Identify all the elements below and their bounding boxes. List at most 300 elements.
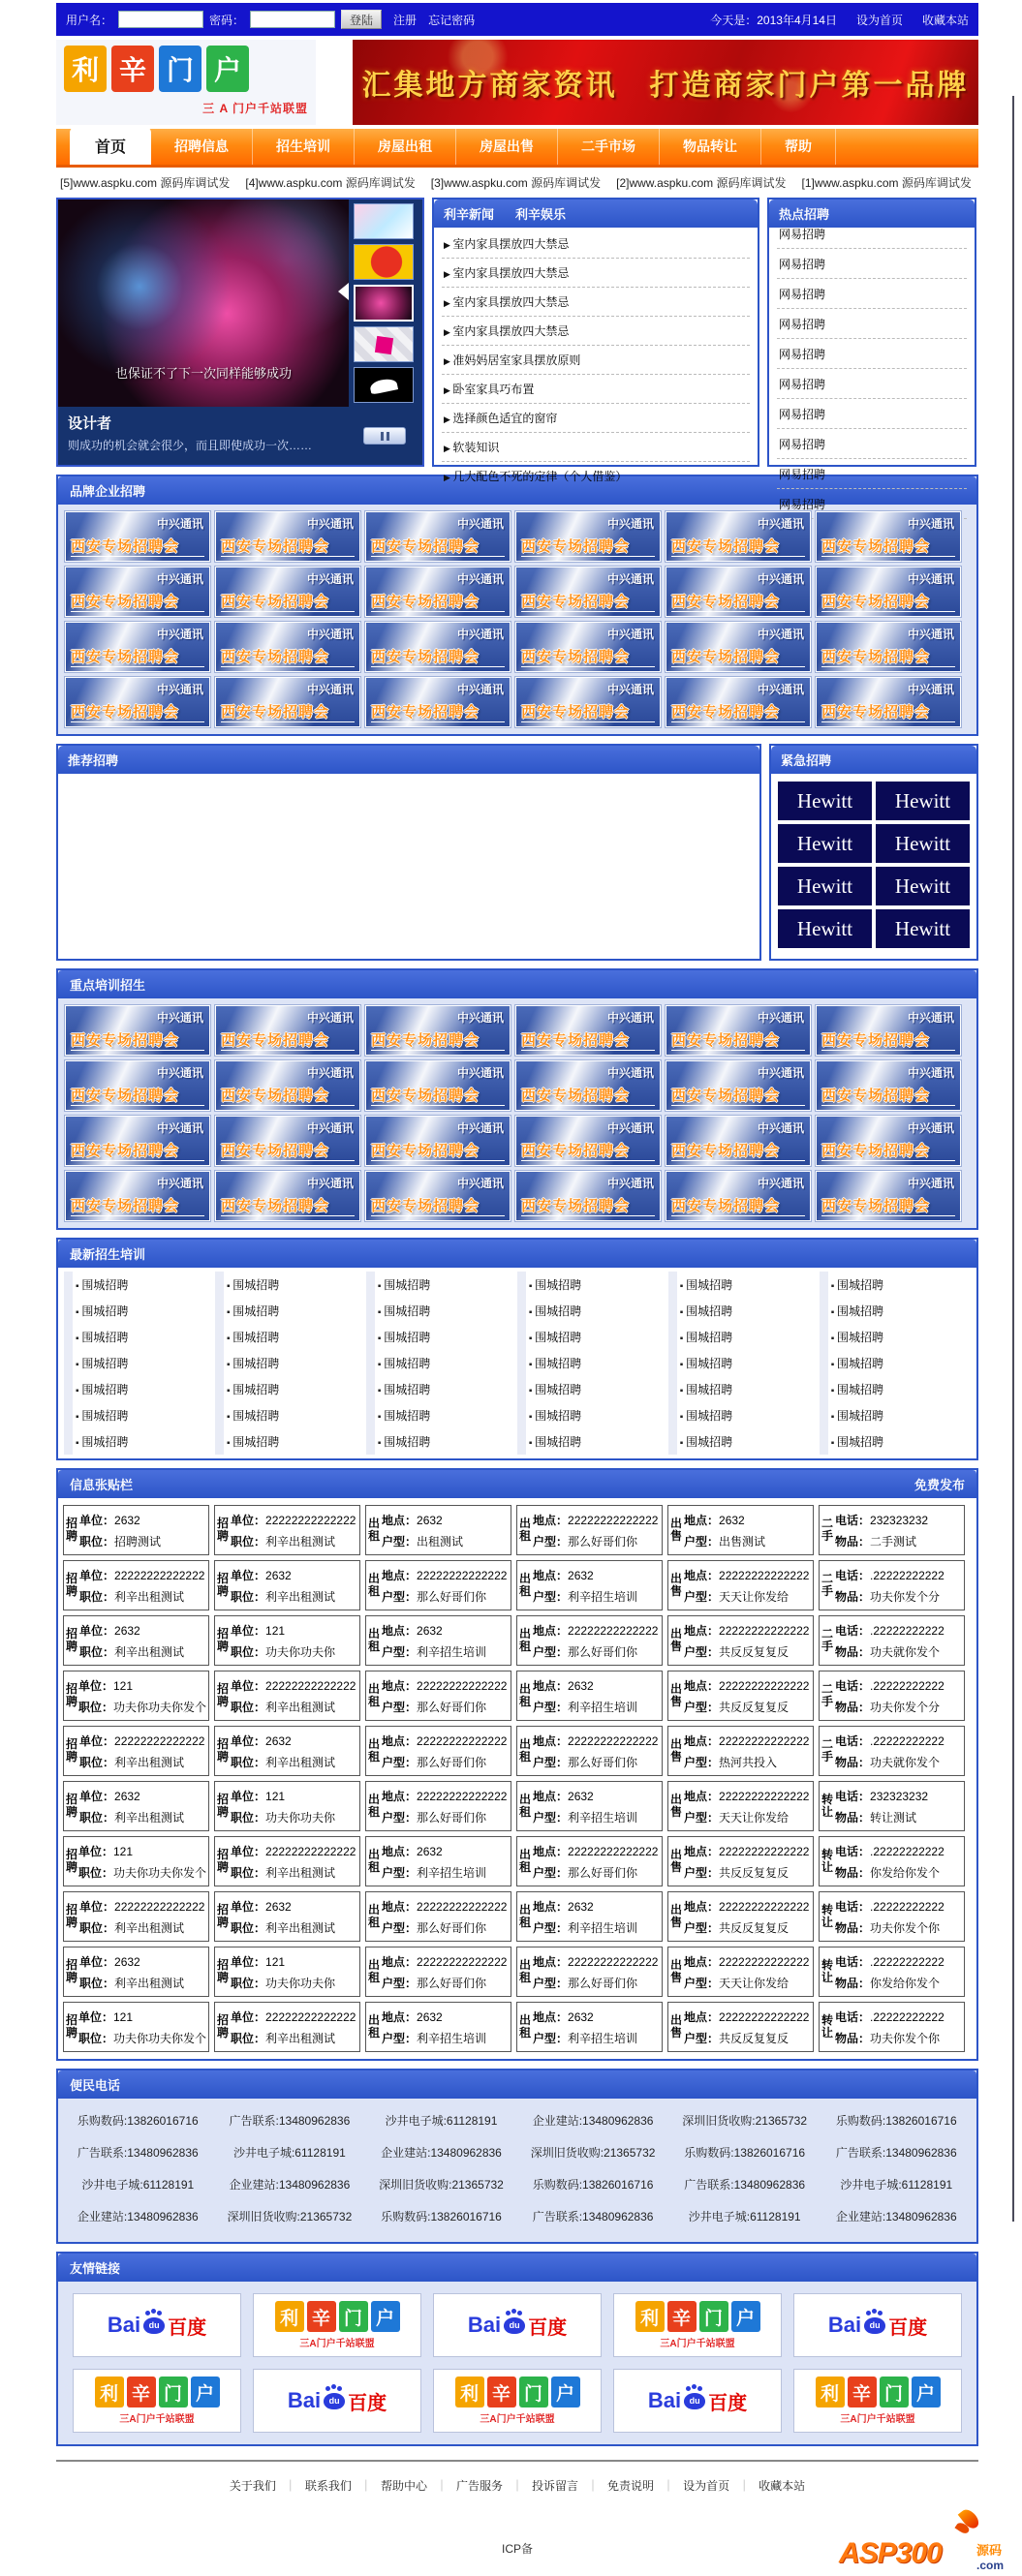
nav-item[interactable]: 房屋出租 — [355, 128, 456, 165]
nav-item[interactable]: 帮助 — [761, 128, 836, 165]
training-ad-banner[interactable] — [65, 1005, 210, 1056]
card-field-label: 地点： — [684, 1623, 720, 1638]
hot-list-item[interactable]: 网易招聘 — [777, 249, 967, 279]
training-ad-banner[interactable] — [365, 1116, 511, 1166]
bulletin-card[interactable] — [365, 1671, 511, 1721]
recruitment-ad-banner[interactable] — [215, 677, 360, 727]
news-list-item[interactable]: ▶ 室内家具摆放四大禁忌 — [442, 230, 750, 259]
training-ad-banner[interactable] — [365, 1060, 511, 1111]
hot-list-item[interactable]: 网易招聘 — [777, 369, 967, 399]
news-list-item[interactable]: ▶ 软装知识 — [442, 433, 750, 462]
phone-entry[interactable]: 深圳旧货收购:21365732 — [530, 2146, 656, 2160]
card-field-label: 电话： — [835, 1733, 871, 1748]
hot-list-item[interactable]: 网易招聘 — [777, 279, 967, 309]
recruitment-ad-banner[interactable] — [816, 511, 961, 562]
hot-panel-title: 热点招聘 — [779, 207, 830, 222]
bulletin-card[interactable] — [667, 1505, 814, 1555]
latest-list-item[interactable]: ▪ 围城招聘 — [820, 1350, 971, 1376]
training-ad-banner[interactable] — [816, 1171, 961, 1221]
latest-list-item[interactable]: ▪ 围城招聘 — [517, 1272, 668, 1298]
hot-list-item[interactable]: 网易招聘 — [777, 399, 967, 429]
bulletin-card[interactable] — [819, 1836, 965, 1886]
bulletin-card[interactable] — [214, 1671, 360, 1721]
latest-list-item[interactable]: ▪ 围城招聘 — [64, 1324, 215, 1350]
hot-list-item[interactable]: 网易招聘 — [777, 429, 967, 459]
bulletin-card[interactable] — [667, 1781, 814, 1831]
bulletin-card[interactable] — [516, 1615, 663, 1666]
bulletin-card[interactable] — [667, 1560, 814, 1610]
card-field-value: 功夫你功夫你 — [265, 1976, 336, 1990]
bulletin-card[interactable] — [365, 1891, 511, 1942]
bulletin-card[interactable] — [667, 1891, 814, 1942]
phone-entry[interactable]: 企业建站:13480962836 — [532, 2114, 654, 2128]
latest-list-item[interactable]: ▪ 围城招聘 — [820, 1298, 971, 1324]
bulletin-card[interactable] — [214, 1891, 360, 1942]
bulletin-card[interactable] — [516, 1560, 663, 1610]
phone-entry[interactable]: 广告联系:13480962836 — [77, 2146, 199, 2160]
latest-list-item[interactable]: ▪ 围城招聘 — [64, 1402, 215, 1428]
baidu-cn-text: 百度 — [888, 2316, 928, 2339]
tab-lixin-entertainment[interactable]: 利辛娱乐 — [515, 207, 567, 222]
recruitment-ad-banner[interactable] — [65, 567, 210, 617]
training-ad-banner[interactable] — [65, 1116, 210, 1166]
bulletin-card[interactable] — [214, 1615, 360, 1666]
news-list-item[interactable]: ▶ 准妈妈居室家具摆放原则 — [442, 346, 750, 375]
friend-link-card[interactable] — [73, 2293, 241, 2357]
bulletin-card[interactable] — [63, 1671, 209, 1721]
bulletin-card[interactable] — [63, 1726, 209, 1776]
ad-link[interactable]: [4]www.aspku.com 源码库调试发 — [245, 176, 416, 190]
header-ad-banner[interactable] — [353, 40, 978, 125]
hewitt-logo-tile[interactable]: Hewitt — [876, 867, 970, 905]
card-field-value: 利辛招生培训 — [417, 1865, 487, 1880]
card-category-label: 出售 — [670, 1903, 683, 1929]
banner-event-name: 西安专场招聘会 — [671, 646, 805, 667]
nav-item[interactable]: 招生培训 — [253, 128, 355, 165]
bulletin-card[interactable] — [63, 1947, 209, 1997]
asp300-logo[interactable] — [839, 2524, 1004, 2576]
latest-list-item[interactable]: ▪ 围城招聘 — [215, 1350, 366, 1376]
phone-entry[interactable]: 乐购数码:13826016716 — [684, 2146, 806, 2160]
phone-entry[interactable]: 企业建站:13480962836 — [229, 2178, 351, 2192]
news-list-item[interactable]: ▶ 几大配色不死的定律（个人借鉴） — [442, 462, 750, 490]
training-ad-banner[interactable] — [365, 1171, 511, 1221]
username-input[interactable] — [118, 11, 203, 28]
training-ad-banner[interactable] — [515, 1171, 661, 1221]
recruitment-ad-banner[interactable] — [215, 511, 360, 562]
bulletin-card[interactable] — [667, 1615, 814, 1666]
news-list-item[interactable]: ▶ 室内家具摆放四大禁忌 — [442, 317, 750, 346]
hewitt-logo-tile[interactable]: Hewitt — [778, 867, 872, 905]
phone-entry[interactable]: 广告联系:13480962836 — [835, 2146, 957, 2160]
bulletin-card[interactable] — [667, 1726, 814, 1776]
forgot-password-link[interactable]: 忘记密码 — [428, 13, 476, 27]
card-category-label: 二手 — [821, 1737, 834, 1763]
password-input[interactable] — [250, 11, 335, 28]
hot-list-item[interactable]: 网易招聘 — [777, 219, 967, 249]
slideshow-title[interactable]: 设计者 — [68, 415, 112, 432]
card-field-label: 职位： — [79, 1810, 115, 1825]
bulletin-card[interactable] — [819, 1726, 965, 1776]
bulletin-card[interactable] — [819, 1505, 965, 1555]
phone-entry[interactable]: 深圳旧货收购:21365732 — [682, 2114, 808, 2128]
phone-entry[interactable]: 深圳旧货收购:21365732 — [227, 2210, 353, 2223]
footer-link[interactable]: ｜ 收藏本站 — [729, 2477, 805, 2494]
bulletin-card[interactable] — [63, 1891, 209, 1942]
friend-link-card[interactable] — [793, 2293, 962, 2357]
training-ad-banner[interactable] — [215, 1171, 360, 1221]
banner-event-name: 西安专场招聘会 — [521, 1195, 655, 1216]
banner-company-name: 中兴通讯 — [156, 1011, 203, 1025]
recruitment-ad-banner[interactable] — [215, 622, 360, 672]
bulletin-card[interactable] — [365, 1505, 511, 1555]
phone-entry[interactable]: 深圳旧货收购:21365732 — [379, 2178, 504, 2192]
hot-list-item[interactable]: 网易招聘 — [777, 309, 967, 339]
card-field-value: 利辛出租测试 — [114, 1810, 185, 1825]
bulletin-card[interactable] — [667, 1671, 814, 1721]
latest-list-item[interactable]: ▪ 围城招聘 — [517, 1402, 668, 1428]
friend-link-card[interactable] — [73, 2369, 241, 2433]
latest-list-item[interactable]: ▪ 围城招聘 — [820, 1272, 971, 1298]
red-face-thumbnail-icon[interactable] — [354, 244, 414, 280]
latest-list-item[interactable]: ▪ 围城招聘 — [215, 1402, 366, 1428]
training-ad-banner[interactable] — [666, 1060, 811, 1111]
bulletin-card[interactable] — [516, 1726, 663, 1776]
bulletin-card[interactable] — [214, 1836, 360, 1886]
phone-entry[interactable]: 沙井电子城:61128191 — [232, 2146, 346, 2160]
latest-list-item[interactable]: ▪ 围城招聘 — [215, 1428, 366, 1455]
phone-entry[interactable]: 沙井电子城:61128191 — [840, 2178, 953, 2192]
banner-event-name: 西安专场招聘会 — [71, 1140, 204, 1161]
bulletin-card[interactable] — [516, 1671, 663, 1721]
latest-list-item[interactable]: ▪ 围城招聘 — [517, 1428, 668, 1455]
phone-entry[interactable]: 乐购数码:13826016716 — [532, 2178, 654, 2192]
bulletin-card[interactable] — [63, 1836, 209, 1886]
footer-link[interactable]: ｜ 广告服务 — [427, 2477, 503, 2494]
bulletin-card[interactable] — [516, 1505, 663, 1555]
news-list-item[interactable]: ▶ 卧室家具巧布置 — [442, 375, 750, 404]
latest-list-item[interactable]: ▪ 围城招聘 — [366, 1376, 517, 1402]
training-ad-banner[interactable] — [816, 1005, 961, 1056]
hewitt-logo-tile[interactable]: Hewitt — [778, 782, 872, 820]
bulletin-card[interactable] — [819, 1891, 965, 1942]
footer-link[interactable]: ｜ 设为首页 — [654, 2477, 729, 2494]
baidu-paw-icon: du — [324, 2393, 345, 2409]
latest-list-item[interactable]: ▪ 围城招聘 — [366, 1298, 517, 1324]
latest-list-item[interactable]: ▪ 围城招聘 — [215, 1298, 366, 1324]
bulletin-card[interactable] — [819, 2002, 965, 2052]
ad-link[interactable]: [1]www.aspku.com 源码库调试发 — [801, 176, 972, 190]
friend-link-card[interactable] — [433, 2293, 602, 2357]
hewitt-logo-tile[interactable]: Hewitt — [876, 909, 970, 948]
training-ad-banner[interactable] — [365, 1005, 511, 1056]
phone-entry[interactable]: 广告联系:13480962836 — [532, 2210, 654, 2223]
nav-item[interactable]: 房屋出售 — [456, 128, 558, 165]
training-ad-banner[interactable] — [666, 1116, 811, 1166]
latest-list-item[interactable]: ▪ 围城招聘 — [668, 1272, 820, 1298]
nav-item[interactable]: 首页 — [70, 127, 151, 165]
recruitment-ad-banner[interactable] — [515, 622, 661, 672]
bulletin-card[interactable] — [214, 1947, 360, 1997]
card-field-value: 利辛招生培训 — [568, 1589, 638, 1604]
recruitment-ad-banner[interactable] — [65, 677, 210, 727]
training-ad-banner[interactable] — [215, 1060, 360, 1111]
latest-list-item[interactable]: ▪ 围城招聘 — [668, 1350, 820, 1376]
training-ad-banner[interactable] — [515, 1060, 661, 1111]
bulletin-card[interactable] — [365, 1615, 511, 1666]
latest-list-item[interactable]: ▪ 围城招聘 — [64, 1298, 215, 1324]
hot-list-item[interactable]: 网易招聘 — [777, 339, 967, 369]
hewitt-logo-tile[interactable]: Hewitt — [876, 824, 970, 863]
latest-list-item[interactable]: ▪ 围城招聘 — [517, 1324, 668, 1350]
latest-list-item[interactable]: ▪ 围城招聘 — [366, 1428, 517, 1455]
baidu-paw-icon: du — [684, 2393, 705, 2409]
friend-link-card[interactable] — [613, 2369, 782, 2433]
slideshow-description: 则成功的机会就会很少，而且即使成功一次…… — [68, 439, 313, 452]
card-field-value: 共反反复复反 — [719, 1865, 790, 1880]
news-list-item[interactable]: ▶ 室内家具摆放四大禁忌 — [442, 259, 750, 288]
training-ad-banner[interactable] — [666, 1171, 811, 1221]
phone-entry[interactable]: 企业建站:13480962836 — [835, 2210, 957, 2223]
news-list-item[interactable]: ▶ 室内家具摆放四大禁忌 — [442, 288, 750, 317]
friend-link-card[interactable] — [253, 2369, 421, 2433]
pink-cube-thumbnail-icon[interactable] — [354, 326, 414, 362]
friend-link-card[interactable] — [433, 2369, 602, 2433]
latest-list-item[interactable]: ▪ 围城招聘 — [820, 1376, 971, 1402]
card-field-value: 22222222222222 — [719, 1568, 810, 1582]
phone-entry[interactable]: 企业建站:13480962836 — [77, 2210, 199, 2223]
tab-lixin-news[interactable]: 利辛新闻 — [444, 207, 495, 222]
latest-list-item[interactable]: ▪ 围城招聘 — [366, 1272, 517, 1298]
phone-entry[interactable]: 企业建站:13480962836 — [381, 2146, 502, 2160]
banner-company-name: 中兴通讯 — [156, 517, 203, 531]
recruitment-ad-banner[interactable] — [816, 567, 961, 617]
friend-link-card[interactable] — [793, 2369, 962, 2433]
bulletin-card[interactable] — [667, 1947, 814, 1997]
banner-company-name: 中兴通讯 — [306, 628, 354, 641]
news-list-item[interactable]: ▶ 选择颜色适宜的窗帘 — [442, 404, 750, 433]
recruitment-ad-banner[interactable] — [365, 511, 511, 562]
bulletin-card[interactable] — [214, 1781, 360, 1831]
latest-list-item[interactable]: ▪ 围城招聘 — [64, 1376, 215, 1402]
latest-list-item[interactable]: ▪ 围城招聘 — [668, 1402, 820, 1428]
card-field-value: 利辛出租测试 — [265, 1865, 336, 1880]
bulletin-card[interactable] — [365, 1726, 511, 1776]
footer-link[interactable]: ｜ 免责说明 — [578, 2477, 654, 2494]
bulletin-card[interactable] — [214, 2002, 360, 2052]
training-ad-banner[interactable] — [515, 1116, 661, 1166]
bulletin-card[interactable] — [214, 1505, 360, 1555]
bulletin-card[interactable] — [516, 2002, 663, 2052]
bulletin-card[interactable] — [516, 1891, 663, 1942]
recruitment-ad-banner[interactable] — [816, 677, 961, 727]
latest-list-item[interactable]: ▪ 围城招聘 — [668, 1376, 820, 1402]
latest-list-item[interactable]: ▪ 围城招聘 — [64, 1428, 215, 1455]
phone-entry[interactable]: 乐购数码:13826016716 — [77, 2114, 199, 2128]
bulletin-card[interactable] — [214, 1726, 360, 1776]
hewitt-logo-tile[interactable]: Hewitt — [876, 782, 970, 820]
training-ad-banner[interactable] — [65, 1060, 210, 1111]
recruitment-ad-banner[interactable] — [65, 511, 210, 562]
recruitment-ad-banner[interactable] — [65, 622, 210, 672]
recruitment-ad-banner[interactable] — [666, 622, 811, 672]
latest-list-item[interactable]: ▪ 围城招聘 — [64, 1272, 215, 1298]
latest-list-item[interactable]: ▪ 围城招聘 — [668, 1428, 820, 1455]
recruitment-ad-banner[interactable] — [666, 511, 811, 562]
card-category-label: 出租 — [368, 1793, 381, 1819]
ad-link[interactable]: [2]www.aspku.com 源码库调试发 — [616, 176, 787, 190]
bulletin-card[interactable] — [819, 1947, 965, 1997]
bulletin-card[interactable] — [63, 2002, 209, 2052]
recruitment-ad-banner[interactable] — [666, 567, 811, 617]
favorite-link[interactable]: 收藏本站 — [921, 13, 969, 27]
bulletin-card[interactable] — [819, 1671, 965, 1721]
recruitment-ad-banner[interactable] — [515, 511, 661, 562]
latest-list-item[interactable]: ▪ 围城招聘 — [366, 1402, 517, 1428]
card-field-label: 物品： — [835, 1755, 871, 1769]
card-field-label: 地点： — [684, 1789, 720, 1803]
login-button[interactable]: 登陆 — [341, 10, 382, 29]
bulletin-card[interactable] — [516, 1836, 663, 1886]
phone-entry[interactable]: 沙井电子城:61128191 — [385, 2114, 498, 2128]
card-field-value: 热河共投入 — [719, 1755, 778, 1769]
banner-company-name: 中兴通讯 — [156, 1066, 203, 1080]
latest-list-item[interactable]: ▪ 围城招聘 — [215, 1272, 366, 1298]
site-logo[interactable] — [56, 40, 316, 125]
bulletin-card[interactable] — [214, 1560, 360, 1610]
card-field-value: 232323232 — [870, 1789, 929, 1803]
bulletin-card[interactable] — [63, 1781, 209, 1831]
latest-list-item[interactable]: ▪ 围城招聘 — [215, 1324, 366, 1350]
friend-link-card[interactable] — [613, 2293, 782, 2357]
bulletin-card[interactable] — [365, 1947, 511, 1997]
nav-item[interactable]: 招聘信息 — [151, 128, 253, 165]
puma-logo-thumbnail-icon[interactable] — [354, 367, 414, 403]
latest-list-item[interactable]: ▪ 围城招聘 — [820, 1428, 971, 1455]
card-field-label: 户型： — [382, 1755, 418, 1769]
card-field-label: 物品： — [835, 1700, 871, 1714]
card-field-label: 户型： — [684, 1976, 720, 1990]
latest-list-item[interactable]: ▪ 围城招聘 — [366, 1324, 517, 1350]
recruitment-ad-banner[interactable] — [515, 567, 661, 617]
bulletin-card[interactable] — [819, 1560, 965, 1610]
banner-company-name: 中兴通讯 — [757, 1066, 804, 1080]
phone-entry[interactable]: 广告联系:13480962836 — [229, 2114, 351, 2128]
abstract-pink-thumbnail-icon[interactable] — [354, 285, 414, 321]
logo-tile: 利 — [64, 46, 107, 92]
banner-event-name: 西安专场招聘会 — [521, 536, 655, 557]
card-field-value: 22222222222222 — [568, 1623, 659, 1638]
ad-link[interactable]: [3]www.aspku.com 源码库调试发 — [430, 176, 602, 190]
free-post-link[interactable]: 免费发布 — [914, 1478, 965, 1492]
footer-link[interactable]: ｜ 帮助中心 — [352, 2477, 427, 2494]
bulletin-card[interactable] — [819, 1615, 965, 1666]
bulletin-card[interactable] — [516, 1781, 663, 1831]
password-label: 密码： — [209, 13, 245, 27]
recruitment-ad-banner[interactable] — [666, 677, 811, 727]
pause-button[interactable] — [363, 427, 406, 445]
phone-entry[interactable]: 广告联系:13480962836 — [684, 2178, 806, 2192]
set-home-link[interactable]: 设为首页 — [855, 13, 903, 27]
bulletin-card[interactable] — [365, 2002, 511, 2052]
banner-event-name: 西安专场招聘会 — [71, 701, 204, 722]
training-ad-banner[interactable] — [816, 1116, 961, 1166]
friend-link-card[interactable] — [253, 2293, 421, 2357]
phone-entry[interactable]: 乐购数码:13826016716 — [381, 2210, 502, 2223]
bulletin-card[interactable] — [63, 1560, 209, 1610]
ad-link[interactable]: [5]www.aspku.com 源码库调试发 — [60, 176, 231, 190]
bulletin-card[interactable] — [667, 2002, 814, 2052]
bulletin-card[interactable] — [667, 1836, 814, 1886]
bulletin-card[interactable] — [63, 1505, 209, 1555]
latest-list-item[interactable]: ▪ 围城招聘 — [215, 1376, 366, 1402]
latest-list-item[interactable]: ▪ 围城招聘 — [517, 1376, 668, 1402]
footer-link[interactable]: 关于我们 — [229, 2479, 276, 2493]
recruitment-ad-banner[interactable] — [365, 622, 511, 672]
hewitt-logo-tile[interactable]: Hewitt — [778, 824, 872, 863]
card-category-label: 出售 — [670, 1848, 683, 1874]
recruitment-ad-banner[interactable] — [515, 677, 661, 727]
recruitment-ad-banner[interactable] — [365, 677, 511, 727]
bulletin-card[interactable] — [365, 1781, 511, 1831]
latest-list-item[interactable]: ▪ 围城招聘 — [820, 1324, 971, 1350]
card-field-label: 单位： — [231, 1789, 266, 1803]
card-field-label: 户型： — [533, 1976, 569, 1990]
recruitment-ad-banner[interactable] — [816, 622, 961, 672]
phone-entry[interactable]: 乐购数码:13826016716 — [835, 2114, 957, 2128]
bulletin-card[interactable] — [516, 1947, 663, 1997]
latest-list-item[interactable]: ▪ 围城招聘 — [64, 1350, 215, 1376]
card-category-label: 招聘 — [66, 1958, 78, 1984]
lixin-portal-logo — [95, 2377, 220, 2425]
baidu-bai-text: Bai — [287, 2388, 322, 2412]
training-ad-banner[interactable] — [65, 1171, 210, 1221]
card-field-label: 单位： — [231, 1733, 266, 1748]
recruitment-ad-banner[interactable] — [215, 567, 360, 617]
latest-list-item[interactable]: ▪ 围城招聘 — [668, 1324, 820, 1350]
bulletin-card[interactable] — [365, 1560, 511, 1610]
slideshow-image[interactable] — [58, 199, 349, 407]
recruitment-ad-banner[interactable] — [365, 567, 511, 617]
banner-company-name: 中兴通讯 — [907, 1066, 954, 1080]
latest-list-item[interactable]: ▪ 围城招聘 — [517, 1350, 668, 1376]
footer-link[interactable]: ｜ 联系我们 — [276, 2477, 352, 2494]
nav-item[interactable]: 二手市场 — [558, 128, 660, 165]
phone-entry[interactable]: 沙井电子城:61128191 — [81, 2178, 195, 2192]
latest-list-item[interactable]: ▪ 围城招聘 — [820, 1402, 971, 1428]
register-link[interactable]: 注册 — [393, 13, 418, 27]
bulletin-card[interactable] — [819, 1781, 965, 1831]
training-ad-banner[interactable] — [215, 1116, 360, 1166]
hewitt-logo-tile[interactable]: Hewitt — [778, 909, 872, 948]
training-ad-banner[interactable] — [816, 1060, 961, 1111]
latest-list-item[interactable]: ▪ 围城招聘 — [366, 1350, 517, 1376]
training-ad-banner[interactable] — [666, 1005, 811, 1056]
latest-list-item[interactable]: ▪ 围城招聘 — [517, 1298, 668, 1324]
card-field-value: 121 — [112, 1844, 134, 1858]
bulletin-card[interactable] — [63, 1615, 209, 1666]
nav-item[interactable]: 物品转让 — [660, 128, 761, 165]
footer-link[interactable]: ｜ 投诉留言 — [503, 2477, 578, 2494]
latest-list-item[interactable]: ▪ 围城招聘 — [668, 1298, 820, 1324]
rainbow-clouds-thumbnail-icon[interactable] — [354, 203, 414, 239]
phone-entry[interactable]: 沙井电子城:61128191 — [688, 2210, 801, 2223]
hot-list-item[interactable]: 网易招聘 — [777, 489, 967, 519]
training-ad-banner[interactable] — [515, 1005, 661, 1056]
hot-list-item[interactable]: 网易招聘 — [777, 459, 967, 489]
bulletin-card[interactable] — [365, 1836, 511, 1886]
training-ad-banner[interactable] — [215, 1005, 360, 1056]
